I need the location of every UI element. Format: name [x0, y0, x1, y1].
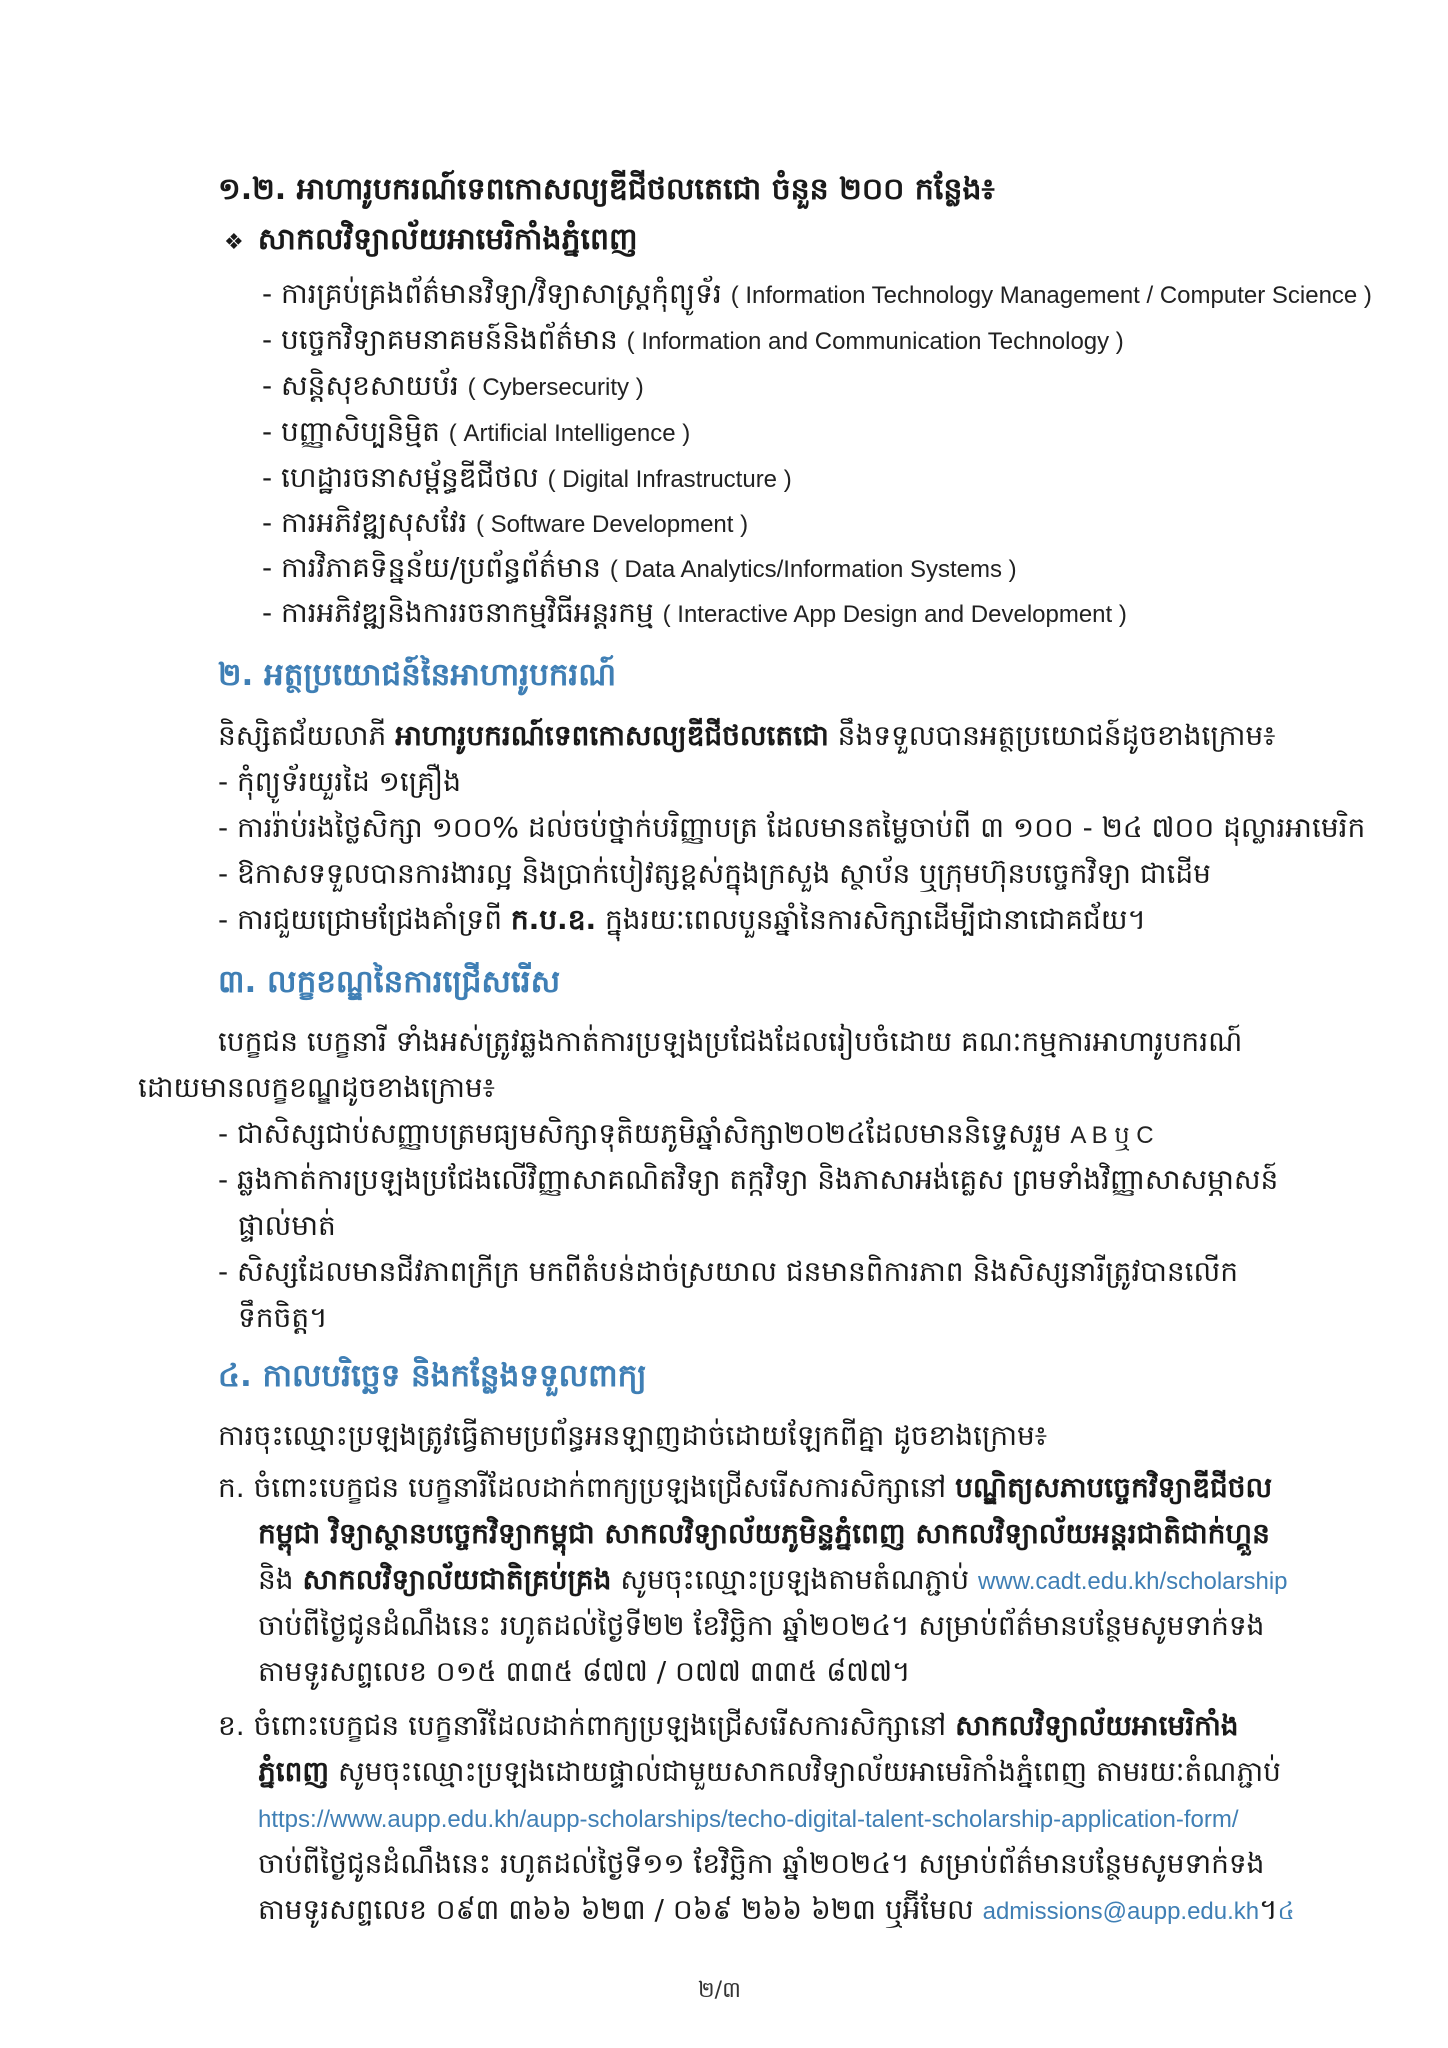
university-item	[224, 220, 638, 263]
option-b-line	[258, 1798, 1239, 1840]
section-3-heading: ៣. លក្ខខណ្ឌនៃការជ្រើសរើស	[218, 964, 561, 1000]
option-a-line: និង សាកលវិទ្យាល័យជាតិគ្រប់គ្រង សូមចុះឈ្មោះប្រឡងតាមតំណភ្ជាប់ www.cadt.edu.kh/scholarship	[258, 1563, 1288, 1596]
university-name: សាកលវិទ្យាល័យអាមេរិកាំងភ្នំពេញ	[257, 222, 638, 257]
page-number: ២/៣	[698, 1978, 741, 2003]
criteria-item: - ឆ្លងកាត់ការប្រឡងប្រជែងលើវិញ្ញាសាគណិតវិទ្យា តក្កវិទ្យា និងភាសាអង់គ្លេស ព្រមទាំងវិញ្ញាសាសម្ភាសន៍	[218, 1163, 1279, 1196]
option-b-line: ចាប់ពីថ្ងៃជូនដំណឹងនេះ រហូតដល់ថ្ងៃទី១១ ខែវិច្ឆិកា ឆ្នាំ២០២៤។ សម្រាប់ព័ត៌មានបន្ថែមសូមទាក់ទង	[258, 1847, 1265, 1880]
criteria-item: - សិស្សដែលមានជីវភាពក្រីក្រ មកពីតំបន់ដាច់ស្រយាល ជនមានពិការភាព និងសិស្សនារីត្រូវបានលើក	[218, 1255, 1238, 1288]
section-3-intro-cont: ដោយមានលក្ខខណ្ឌដូចខាងក្រោម៖	[138, 1071, 495, 1104]
benefit-item: - កុំព្យូទ័រយួរដៃ ១គ្រឿង	[218, 765, 461, 798]
admissions-email-link[interactable]: admissions@aupp.edu.kh	[982, 1898, 1260, 1925]
section-3-intro: បេក្ខជន បេក្ខនារី ទាំងអស់ត្រូវឆ្លងកាត់ការប្រឡងប្រជែងដែលរៀបចំដោយ គណៈកម្មការអាហារូបករណ៍	[218, 1025, 1243, 1058]
section-2-intro: និស្សិតជ័យលាភី អាហារូបករណ៍ទេពកោសល្យឌីជីថលតេជោ នឹងទទួលបានអត្ថប្រយោជន៍ដូចខាងក្រោម៖	[218, 719, 1276, 752]
option-a-line: តាមទូរសព្ទលេខ ០១៥ ៣៣៥ ៨៧៧ / ០៧៧ ៣៣៥ ៨៧៧។	[258, 1655, 911, 1688]
criteria-item-cont: ទឹកចិត្ត។	[238, 1301, 328, 1334]
section-4-heading: ៤. កាលបរិច្ឆេទ និងកន្លែងទទួលពាក្យ	[218, 1358, 647, 1394]
criteria-item-cont: ផ្ទាល់មាត់	[238, 1209, 336, 1242]
diamond-bullet-icon: ❖	[224, 230, 244, 255]
cadt-scholarship-link[interactable]: www.cadt.edu.kh/scholarship	[978, 1568, 1288, 1595]
major-item: - បញ្ញាសិប្បនិម្មិត ( Artificial Intelligence )	[262, 415, 691, 448]
option-a-line: ចាប់ពីថ្ងៃជូនដំណឹងនេះ រហូតដល់ថ្ងៃទី២២ ខែវិច្ឆិកា ឆ្នាំ២០២៤។ សម្រាប់ព័ត៌មានបន្ថែមសូមទាក់ទង	[258, 1609, 1265, 1642]
major-item: - ការអភិវឌ្ឍសុសវែរ ( Software Development )	[262, 506, 749, 539]
benefit-item: - ការរ៉ាប់រងថ្លៃសិក្សា ១០០% ដល់ចប់ថ្នាក់បរិញ្ញាបត្រ ដែលមានតម្លៃចាប់ពី ៣ ១០០ - ២៤ ៧០០ ដុល្លារអាមេរិក	[218, 811, 1366, 844]
section-2-heading: ២. អត្ថប្រយោជន៍នៃអាហារូបករណ៍	[218, 657, 617, 693]
major-item: - បច្ចេកវិទ្យាគមនាគមន៍និងព័ត៌មាន ( Information and Communication Technology )	[262, 323, 1124, 356]
major-item: - ហេដ្ឋារចនាសម្ព័ន្ធឌីជីថល ( Digital Infrastructure )	[262, 461, 792, 494]
option-b-line: ភ្នំពេញ សូមចុះឈ្មោះប្រឡងដោយផ្ទាល់ជាមួយសាកលវិទ្យាល័យអាមេរិកាំងភ្នំពេញ តាមរយៈតំណភ្ជាប់	[258, 1755, 1281, 1788]
option-b-line: តាមទូរសព្ទលេខ ០៩៣ ៣៦៦ ៦២៣ / ០៦៩ ២៦៦ ៦២៣ ឬអ៊ីមែល admissions@aupp.edu.kh។៤	[258, 1893, 1295, 1926]
page-continue-mark: ៤	[1277, 1898, 1295, 1925]
option-b-line: ខ. ចំពោះបេក្ខជន បេក្ខនារីដែលដាក់ពាក្យប្រឡងជ្រើសរើសការសិក្សានៅ សាកលវិទ្យាល័យអាមេរិកាំង	[218, 1709, 1239, 1742]
major-item: - សន្តិសុខសាយប័រ ( Cybersecurity )	[262, 369, 644, 402]
option-a-line: កម្ពុជា វិទ្យាស្ថានបច្ចេកវិទ្យាកម្ពុជា សាកលវិទ្យាល័យភូមិន្ទភ្នំពេញ សាកលវិទ្យាល័យអន្តរជាតិជាក់ហ្គួន	[258, 1517, 1270, 1550]
benefit-item: - ការជួយជ្រោមជ្រែងគាំទ្រពី ក.ប.ឧ. ក្នុងរយៈពេលបួនឆ្នាំនៃការសិក្សាដើម្បីជានាជោគជ័យ។	[218, 903, 1146, 936]
major-item: - ការវិភាគទិន្នន័យ/ប្រព័ន្ធព័ត៌មាន ( Data Analytics/Information Systems )	[262, 551, 1017, 584]
major-item: - ការគ្រប់គ្រងព័ត៌មានវិទ្យា/វិទ្យាសាស្ត្រកុំព្យូទ័រ ( Information Technology Management / Computer Science )	[262, 277, 1372, 310]
option-a-line: ក. ចំពោះបេក្ខជន បេក្ខនារីដែលដាក់ពាក្យប្រឡងជ្រើសរើសការសិក្សានៅ បណ្ឌិត្យសភាបច្ចេកវិទ្យាឌីជីថល	[218, 1471, 1273, 1504]
aupp-application-link[interactable]: https://www.aupp.edu.kh/aupp-scholarships/techo-digital-talent-scholarship-application-form/	[258, 1806, 1239, 1833]
criteria-item: - ជាសិស្សជាប់សញ្ញាបត្រមធ្យមសិក្សាទុតិយភូមិឆ្នាំសិក្សា២០២៤ដែលមាននិទ្ទេសរួម A B ឬ C	[218, 1117, 1154, 1150]
major-item: - ការអភិវឌ្ឍនិងការរចនាកម្មវិធីអន្តរកម្ម ( Interactive App Design and Development )	[262, 596, 1127, 629]
section-1-2-title: ១.២. អាហារូបករណ៍ទេពកោសល្យឌីជីថលតេជោ ចំនួន ២០០ កន្លែង៖	[218, 172, 995, 207]
benefit-item: - ឱកាសទទួលបានការងារល្អ និងប្រាក់បៀវត្សខ្ពស់ក្នុងក្រសួង ស្ថាប័ន ឬក្រុមហ៊ុនបច្ចេកវិទ្យា ជាដើម	[218, 857, 1211, 890]
section-4-intro: ការចុះឈ្មោះប្រឡងត្រូវធ្វើតាមប្រព័ន្ធអនឡាញដាច់ដោយឡែកពីគ្នា ដូចខាងក្រោម៖	[218, 1419, 1048, 1452]
